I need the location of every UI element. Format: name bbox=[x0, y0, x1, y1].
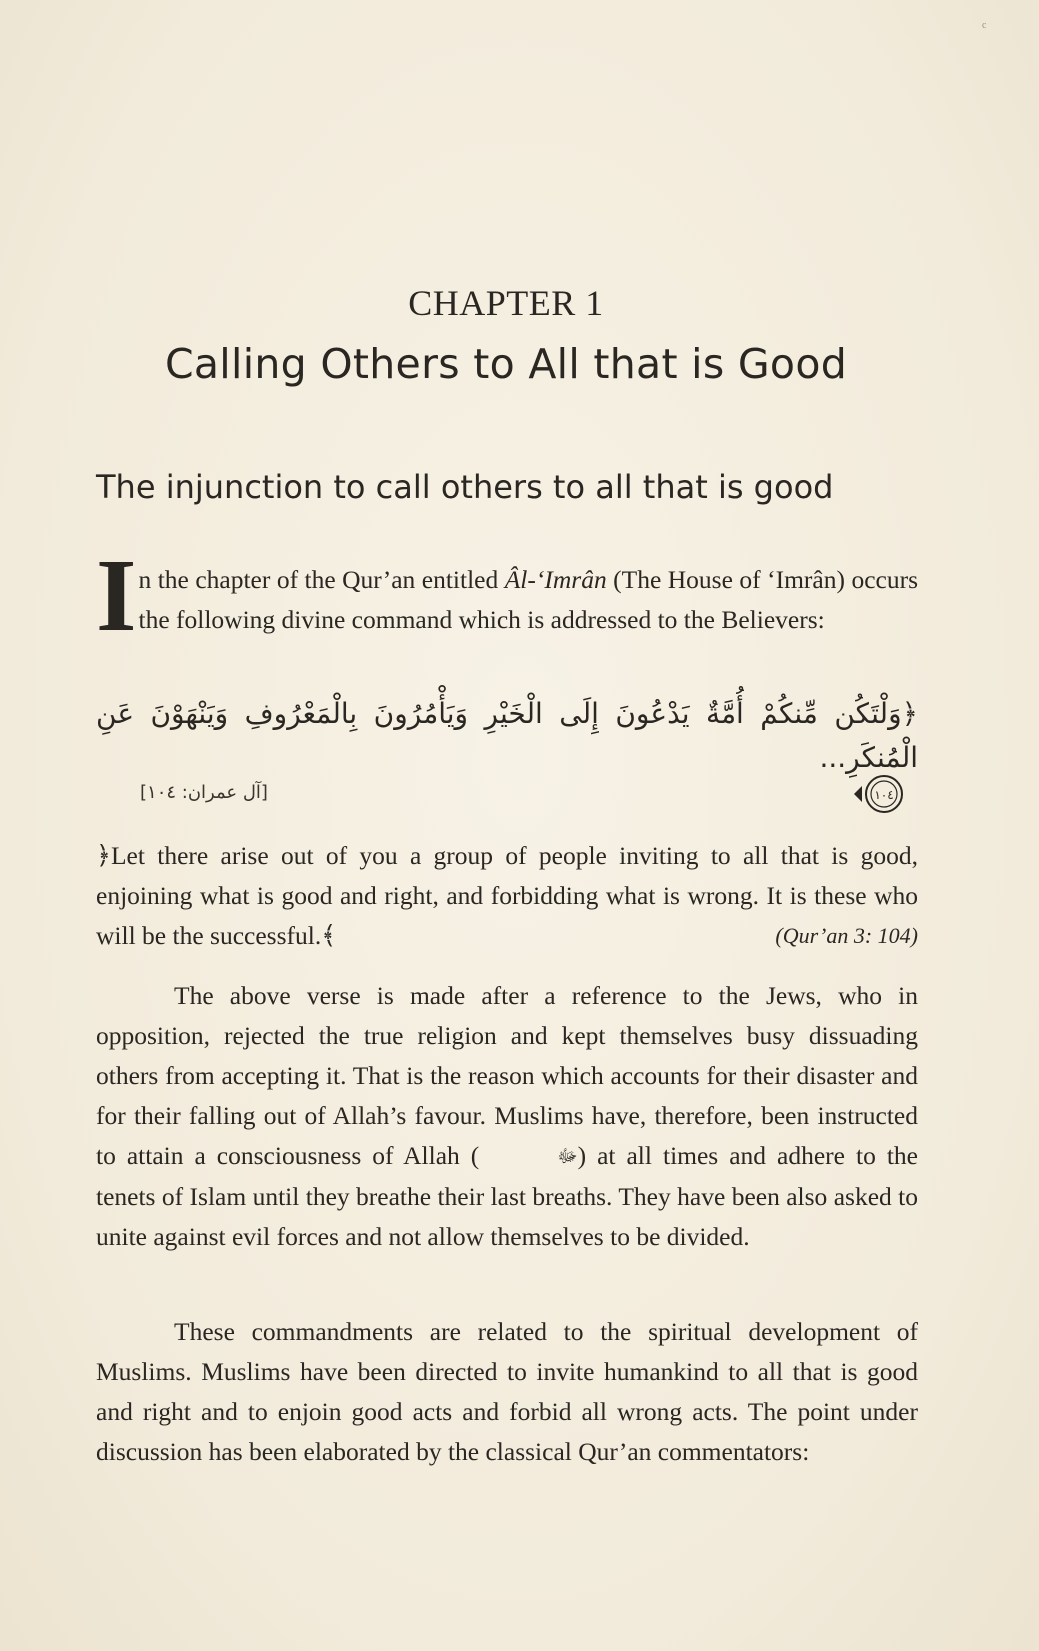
verse-number: ١٠٤ bbox=[874, 788, 894, 802]
paragraph-1 bbox=[96, 976, 918, 1257]
intro-text-start: n the chapter of the Qur’an entitled bbox=[138, 565, 505, 594]
translation-text: Let there arise out of you a group of people inviting to all that is good, enjoining what is good and right, and forbidding what is wrong. It is these who will be the successful. bbox=[96, 841, 918, 950]
arabic-verse: ﴿وَلْتَكُن مِّنكُمْ أُمَّةٌ يَدْعُونَ إِلَى الْخَيْرِ وَيَأْمُرُونَ بِالْمَعْرُوفِ وَيَنْهَوْنَ عَنِ الْمُنكَرِ... bbox=[96, 697, 918, 774]
quran-citation: (Qur’an 3: 104) bbox=[775, 923, 918, 948]
close-ornate-bracket: ﴾ bbox=[321, 921, 337, 951]
paragraph-1-text-end: ) at all times and adhere to the tenets of Islam until they breathe their last breaths. They have been also asked to unite against evil forces and not allow themselves to be divided. bbox=[96, 1141, 918, 1251]
open-ornate-bracket: ﴿ bbox=[96, 841, 111, 871]
verse-translation bbox=[96, 836, 918, 956]
intro-text-end: (The House of ‘Imrân) occurs the following divine command which is addressed to the Believers: bbox=[138, 565, 918, 634]
surah-title: Âl-‘Imrân bbox=[504, 565, 607, 594]
arabic-verse-reference: [آل عمران: ١٠٤] bbox=[140, 782, 268, 803]
page-corner-mark: c bbox=[982, 20, 987, 31]
paragraph-1-text-start: The above verse is made after a reference to the Jews, who in opposition, rejected the true religion and kept themselves busy dissuading others from accepting it. That is the reason which accounts for their disaster and for their falling out of Allah’s favour. Muslims have, therefore, been instructed to attain a consciousness of Allah ( bbox=[96, 981, 918, 1170]
drop-cap: I bbox=[96, 538, 137, 653]
intro-paragraph bbox=[96, 538, 918, 653]
verse-end-ornament-icon bbox=[848, 772, 908, 816]
chapter-label: CHAPTER 1 bbox=[408, 283, 604, 323]
section-heading: The injunction to call others to all that is good bbox=[96, 468, 834, 506]
chapter-title: Calling Others to All that is Good bbox=[164, 340, 848, 388]
honorific-symbol: ﷻ bbox=[557, 1146, 578, 1167]
paragraph-2: These commandments are related to the spiritual development of Muslims. Muslims have been directed to invite humankind to all that is good and right and to enjoin good acts and forbid all wrong acts. The point under discussion has been elaborated by the classical Qur’an commentators: bbox=[96, 1317, 918, 1466]
